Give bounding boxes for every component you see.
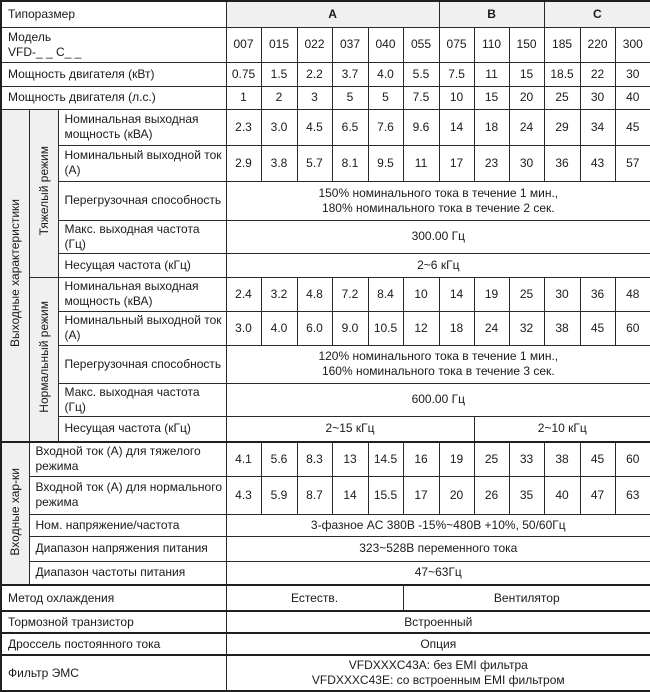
table-row-voltage [1, 514, 650, 536]
normal-carrier-left: 2~15 кГц [226, 416, 474, 442]
heavy-fmax-value: 300.00 Гц [226, 220, 650, 253]
value-cell: 18.5 [544, 62, 580, 86]
heavy-overload-value: 150% номинального тока в течение 1 мин., 180% номинального тока в течение 2 сек. [226, 181, 650, 220]
value-cell: 7.2 [332, 277, 368, 311]
value-cell: 4.8 [297, 277, 332, 311]
value-cell: 40 [544, 476, 580, 514]
heavy-amp-label: Номинальный выходной ток (А) [58, 145, 226, 181]
heavy-overload-label: Перегрузочная способность [58, 181, 226, 220]
normal-kva-label: Номинальная выходная мощность (кВА) [58, 277, 226, 311]
value-cell: 5.7 [297, 145, 332, 181]
value-cell: 1 [226, 86, 261, 109]
value-cell: 3.0 [261, 109, 297, 145]
normal-carrier-right: 2~10 кГц [474, 416, 650, 442]
value-cell: 10 [403, 277, 439, 311]
value-cell: 38 [544, 442, 580, 476]
value-cell: 60 [615, 442, 650, 476]
value-cell: 9.6 [403, 109, 439, 145]
value-cell: 32 [509, 311, 544, 345]
heavy-carrier-value: 2~6 кГц [226, 253, 650, 277]
normal-fmax-value: 600.00 Гц [226, 383, 650, 416]
value-cell: 34 [580, 109, 615, 145]
value-cell: 5.9 [261, 476, 297, 514]
value-cell: 26 [474, 476, 509, 514]
value-cell: 40 [615, 86, 650, 109]
value-cell: 25 [544, 86, 580, 109]
table-row-heavy-fmax [1, 220, 650, 253]
value-cell: 10.5 [368, 311, 403, 345]
cooling-natural-value: Естеств. [226, 585, 403, 611]
value-cell: 0.75 [226, 62, 261, 86]
table-row-heavy-overload [1, 181, 650, 220]
value-cell: 3.2 [261, 277, 297, 311]
value-cell: 19 [439, 442, 474, 476]
kw-label: Мощность двигателя (кВт) [1, 62, 226, 86]
value-cell: 11 [403, 145, 439, 181]
value-cell: 18 [439, 311, 474, 345]
value-cell: 9.5 [368, 145, 403, 181]
frequency-range-value: 47~63Гц [226, 561, 650, 585]
value-cell: 6.5 [332, 109, 368, 145]
input-normal-label: Входной ток (А) для нормального режима [29, 476, 226, 514]
normal-overload-value: 120% номинального тока в течение 1 мин., 160% номинального тока в течение 3 сек. [226, 345, 650, 383]
value-cell: 185 [544, 27, 580, 62]
table-row-heavy-kva [1, 109, 650, 145]
value-cell: 45 [580, 442, 615, 476]
heavy-kva-label: Номинальная выходная мощность (кВА) [58, 109, 226, 145]
voltage-range-label: Диапазон напряжения питания [29, 536, 226, 561]
value-cell: 11 [474, 62, 509, 86]
heavy-fmax-label: Макс. выходная частота (Гц) [58, 220, 226, 253]
input-heavy-label: Входной ток (А) для тяжелого режима [29, 442, 226, 476]
value-cell: 20 [439, 476, 474, 514]
value-cell: 25 [474, 442, 509, 476]
cooling-label: Метод охлаждения [1, 585, 226, 611]
table-row-emc [1, 655, 650, 691]
brake-label: Тормозной транзистор [1, 611, 226, 633]
value-cell: 57 [615, 145, 650, 181]
model-label-line2: VFD-_ _ C_ _ [8, 44, 82, 59]
value-cell: 2.2 [297, 62, 332, 86]
value-cell: 7.6 [368, 109, 403, 145]
table-row-frequency-range [1, 561, 650, 585]
value-cell: 2.3 [226, 109, 261, 145]
normal-fmax-label: Макс. выходная частота (Гц) [58, 383, 226, 416]
value-cell: 14 [439, 277, 474, 311]
value-cell: 23 [474, 145, 509, 181]
value-cell: 15 [509, 62, 544, 86]
frame-c-header: C [544, 1, 650, 27]
value-cell: 2 [261, 86, 297, 109]
value-cell: 6.0 [297, 311, 332, 345]
table-row-voltage-range [1, 536, 650, 561]
choke-label: Дроссель постоянного тока [1, 633, 226, 655]
table-row-input-heavy [1, 442, 650, 476]
value-cell: 38 [544, 311, 580, 345]
model-label-line1: Модель [8, 29, 52, 44]
table-row-normal-overload [1, 345, 650, 383]
frame-a-header: A [226, 1, 439, 27]
value-cell: 22 [580, 62, 615, 86]
value-cell: 24 [509, 109, 544, 145]
value-cell: 12 [403, 311, 439, 345]
table-row-brake [1, 611, 650, 633]
value-cell: 2.9 [226, 145, 261, 181]
table-row-cooling [1, 585, 650, 611]
value-cell: 8.1 [332, 145, 368, 181]
normal-amp-label: Номинальный выходной ток (А) [58, 311, 226, 345]
value-cell: 30 [615, 62, 650, 86]
value-cell: 4.0 [261, 311, 297, 345]
value-cell: 63 [615, 476, 650, 514]
value-cell: 14 [439, 109, 474, 145]
cooling-fan-value: Вентилятор [403, 585, 650, 611]
table-row-kw [1, 62, 650, 86]
normal-carrier-label: Несущая частота (кГц) [58, 416, 226, 442]
normal-duty-section-label: Нормальный режим [29, 277, 58, 442]
value-cell: 3.7 [332, 62, 368, 86]
voltage-label: Ном. напряжение/частота [29, 514, 226, 536]
table-row-heavy-carrier [1, 253, 650, 277]
value-cell: 36 [580, 277, 615, 311]
value-cell: 007 [226, 27, 261, 62]
value-cell: 3.0 [226, 311, 261, 345]
value-cell: 19 [474, 277, 509, 311]
table-row-hp [1, 86, 650, 109]
value-cell: 5 [332, 86, 368, 109]
value-cell: 30 [580, 86, 615, 109]
value-cell: 040 [368, 27, 403, 62]
value-cell: 4.5 [297, 109, 332, 145]
value-cell: 9.0 [332, 311, 368, 345]
value-cell: 5.5 [403, 62, 439, 86]
value-cell: 35 [509, 476, 544, 514]
table-row-input-normal [1, 476, 650, 514]
voltage-value: 3-фазное AC 380В -15%~480В +10%, 50/60Гц [226, 514, 650, 536]
choke-value: Опция [226, 633, 650, 655]
value-cell: 150 [509, 27, 544, 62]
value-cell: 4.1 [226, 442, 261, 476]
value-cell: 075 [439, 27, 474, 62]
value-cell: 8.7 [297, 476, 332, 514]
heavy-carrier-label: Несущая частота (кГц) [58, 253, 226, 277]
value-cell: 29 [544, 109, 580, 145]
value-cell: 8.3 [297, 442, 332, 476]
value-cell: 4.3 [226, 476, 261, 514]
hp-label: Мощность двигателя (л.с.) [1, 86, 226, 109]
value-cell: 2.4 [226, 277, 261, 311]
value-cell: 14.5 [368, 442, 403, 476]
normal-overload-label: Перегрузочная способность [58, 345, 226, 383]
output-section-label: Выходные характеристики [1, 109, 29, 442]
value-cell: 25 [509, 277, 544, 311]
value-cell: 7.5 [403, 86, 439, 109]
value-cell: 1.5 [261, 62, 297, 86]
value-cell: 45 [580, 311, 615, 345]
value-cell: 4.0 [368, 62, 403, 86]
value-cell: 015 [261, 27, 297, 62]
emc-label: Фильтр ЭМС [1, 655, 226, 691]
value-cell: 30 [544, 277, 580, 311]
value-cell: 16 [403, 442, 439, 476]
value-cell: 15 [474, 86, 509, 109]
value-cell: 3 [297, 86, 332, 109]
brake-value: Встроенный [226, 611, 650, 633]
table-row-normal-kva [1, 277, 650, 311]
frame-size-label: Типоразмер [1, 1, 226, 27]
value-cell: 3.8 [261, 145, 297, 181]
value-cell: 36 [544, 145, 580, 181]
input-section-label: Входные хар-ки [1, 442, 29, 585]
value-cell: 037 [332, 27, 368, 62]
value-cell: 022 [297, 27, 332, 62]
value-cell: 5.6 [261, 442, 297, 476]
value-cell: 33 [509, 442, 544, 476]
value-cell: 8.4 [368, 277, 403, 311]
value-cell: 47 [580, 476, 615, 514]
table-row-heavy-amp [1, 145, 650, 181]
value-cell: 60 [615, 311, 650, 345]
table-row-frame [1, 1, 650, 27]
value-cell: 055 [403, 27, 439, 62]
value-cell: 10 [439, 86, 474, 109]
table-row-choke [1, 633, 650, 655]
table-row-model [1, 27, 650, 62]
value-cell: 300 [615, 27, 650, 62]
emc-value: VFDXXXC43A: без EMI фильтра VFDXXXC43E: со встроенным EMI фильтром [226, 655, 650, 691]
value-cell: 18 [474, 109, 509, 145]
voltage-range-value: 323~528В переменного тока [226, 536, 650, 561]
value-cell: 30 [509, 145, 544, 181]
value-cell: 15.5 [368, 476, 403, 514]
value-cell: 7.5 [439, 62, 474, 86]
heavy-duty-section-label: Тяжелый режим [29, 109, 58, 277]
frame-b-header: B [439, 1, 544, 27]
value-cell: 43 [580, 145, 615, 181]
frequency-range-label: Диапазон частоты питания [29, 561, 226, 585]
value-cell: 20 [509, 86, 544, 109]
table-row-normal-amp [1, 311, 650, 345]
value-cell: 48 [615, 277, 650, 311]
value-cell: 17 [439, 145, 474, 181]
value-cell: 220 [580, 27, 615, 62]
value-cell: 13 [332, 442, 368, 476]
value-cell: 45 [615, 109, 650, 145]
model-label [1, 27, 226, 62]
table-row-normal-carrier [1, 416, 650, 442]
table-row-normal-fmax [1, 383, 650, 416]
value-cell: 110 [474, 27, 509, 62]
value-cell: 14 [332, 476, 368, 514]
value-cell: 5 [368, 86, 403, 109]
value-cell: 17 [403, 476, 439, 514]
value-cell: 24 [474, 311, 509, 345]
